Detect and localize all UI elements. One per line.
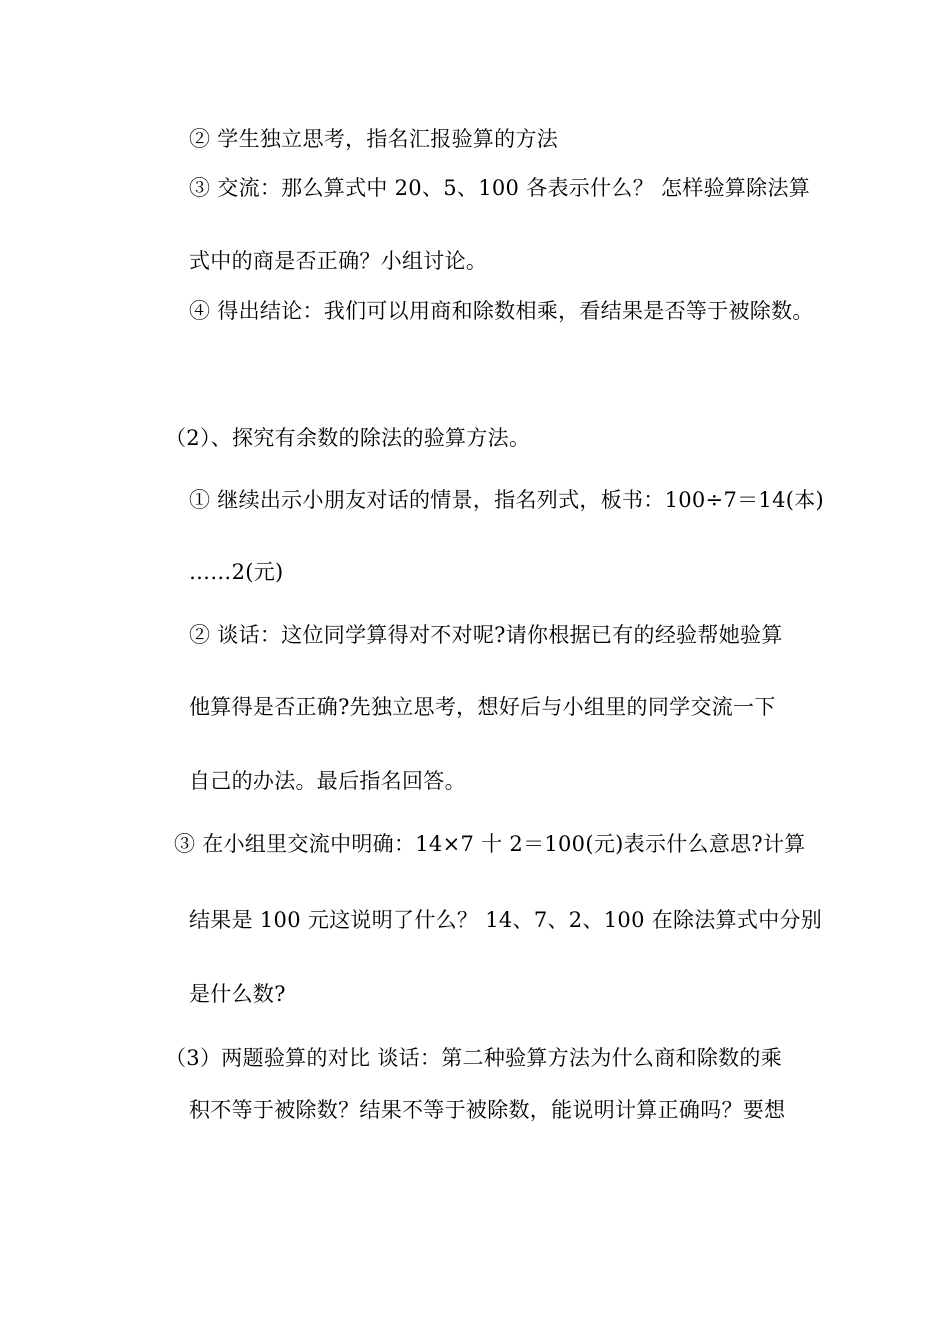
text-line: ② 谈话：这位同学算得对不对呢?请你根据已有的经验帮她验算 — [189, 623, 783, 647]
text-line: ② 学生独立思考，指名汇报验算的方法 — [189, 127, 559, 151]
text-line: 是什么数? — [189, 982, 286, 1006]
text-line: ④ 得出结论：我们可以用商和除数相乘，看结果是否等于被除数。 — [189, 299, 814, 323]
text-line: 式中的商是否正确？小组讨论。 — [189, 249, 488, 273]
text-line: 积不等于被除数？结果不等于被除数，能说明计算正确吗？要想 — [189, 1098, 786, 1122]
text-line: ③ 在小组里交流中明确：14×7 十 2＝100(元)表示什么意思?计算 — [174, 832, 806, 856]
text-line: ……2(元) — [189, 560, 284, 584]
text-line: 自己的办法。最后指名回答。 — [189, 769, 466, 793]
text-line: ① 继续出示小朋友对话的情景，指名列式，板书：100÷7＝14(本) — [189, 488, 825, 512]
text-line: 他算得是否正确?先独立思考，想好后与小组里的同学交流一下 — [189, 695, 776, 719]
text-line: 结果是 100 元这说明了什么？ 14、7、2、100 在除法算式中分别 — [189, 908, 823, 932]
section-heading: （2）、探究有余数的除法的验算方法。 — [165, 426, 531, 450]
text-line: ③ 交流：那么算式中 20、5、100 各表示什么？ 怎样验算除法算 — [189, 176, 811, 200]
section-heading: （3）两题验算的对比 谈话：第二种验算方法为什么商和除数的乘 — [165, 1046, 783, 1070]
